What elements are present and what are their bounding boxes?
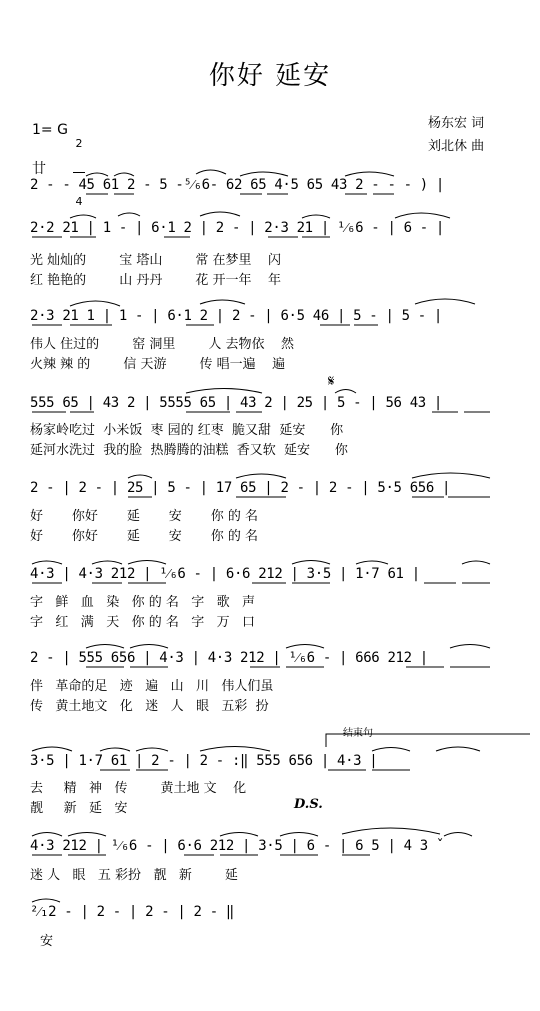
slur [86,170,394,176]
slur [32,561,490,565]
system-6-notes: 4·3 | 4·3 212 | ¹⁄₆6 - | 6·6 212 | 3·5 | 1·7 61 | [30,566,420,582]
composer-credit: 刘北休 曲 [428,139,485,154]
slur [86,645,490,649]
key-signature: 1= G [32,122,68,138]
slur [70,299,475,306]
system-2-lyric-1: 光 灿灿的 宝 塔山 常 在梦里 闪 [30,253,282,268]
system-2-notes: 2·2 21 | 1 - | 6·1 2 | 2 - | 2·3 21 | ¹⁄₆6 - | 6 - | [30,220,445,236]
system-4-lyric-1: 杨家岭吃过 小米饭 枣 园的 红枣 脆又甜 延安 你 [30,423,344,438]
system-5-lyric-1: 好 你好 延 安 你 的 名 [30,509,258,524]
system-8-lyric-2: 靓 新 延 安 [30,801,128,816]
system-10-lyric-1: 安 [40,934,54,949]
system-6-lyric-2: 字 红 满 天 你 的 名 字 万 口 [30,615,256,630]
slur [32,828,472,836]
system-9-notes: 4·3 212 | ¹⁄₆6 - | 6·6 212 | 3·5 | 6 - | 6 5 | 4 3 ˇ [30,838,445,854]
song-title: 你好 延安 [208,61,332,91]
system-1-notes: 2 - - 45 61 2 - 5 -⁵⁄₆6- 62 65 4·5 65 43 2 - - - ) | [30,177,445,193]
system-5-lyric-2: 好 你好 延 安 你 的 名 [30,529,258,544]
slur [128,473,490,478]
system-8-notes: 3·5 | 1·7 61 | 2 - | 2 - :‖ 555 656 | 4·3 | [30,753,378,769]
ending-bracket [326,734,530,747]
slur [32,899,60,902]
ending-label: 结束句 [343,728,373,739]
time-signature-bottom: 4 [75,195,83,208]
system-7-lyric-1: 伴 革命的足 迹 遍 山 川 伟人们虽 [30,679,274,694]
system-3-notes: 2·3 21 1 | 1 - | 6·1 2 | 2 - | 6·5 46 | 5 - | 5 - | [30,308,443,324]
system-4-lyric-2: 延河水洗过 我的脸 热腾腾的油糕 香又软 延安 你 [30,443,348,458]
system-5-notes: 2 - | 2 - | 25 | 5 - | 17 65 | 2 - | 2 - | 5·5 656 | [30,480,451,496]
system-7-lyric-2: 传 黄土地文 化 迷 人 眼 五彩 扮 [30,699,269,714]
system-10-notes: ²⁄₁2 - | 2 - | 2 - | 2 - ‖ [30,904,234,920]
system-9-lyric-1: 迷 人 眼 五 彩扮 靓 新 延 [30,868,238,883]
sa-marking: 廿 [32,161,46,177]
system-6-lyric-1: 字 鲜 血 染 你 的 名 字 歌 声 [30,595,256,610]
slur [32,747,480,752]
system-8-lyric-1: 去 精 神 传 黄土地 文 化 [30,781,247,796]
slur [70,212,450,218]
system-7-notes: 2 - | 555 656 | 4·3 | 4·3 212 | ¹⁄₆6 - | 666 212 | [30,650,428,666]
time-signature-top: 2 [75,137,83,150]
lyricist-credit: 杨东宏 词 [428,116,485,131]
system-2-lyric-2: 红 艳艳的 山 丹丹 花 开一年 年 [30,273,282,288]
system-3-lyric-1: 伟人 住过的 窑 洞里 人 去物依 然 [30,337,295,352]
system-4-notes: 555 65 | 43 2 | 5555 65 | 43 2 | 25 | 5 - | 56 43 | [30,395,443,411]
segno-sign: 𝄋 [328,372,335,390]
slur [186,389,356,394]
ds-marking: D.S. [294,797,323,812]
system-3-lyric-2: 火辣 辣 的 信 天游 传 唱一遍 遍 [30,357,286,372]
